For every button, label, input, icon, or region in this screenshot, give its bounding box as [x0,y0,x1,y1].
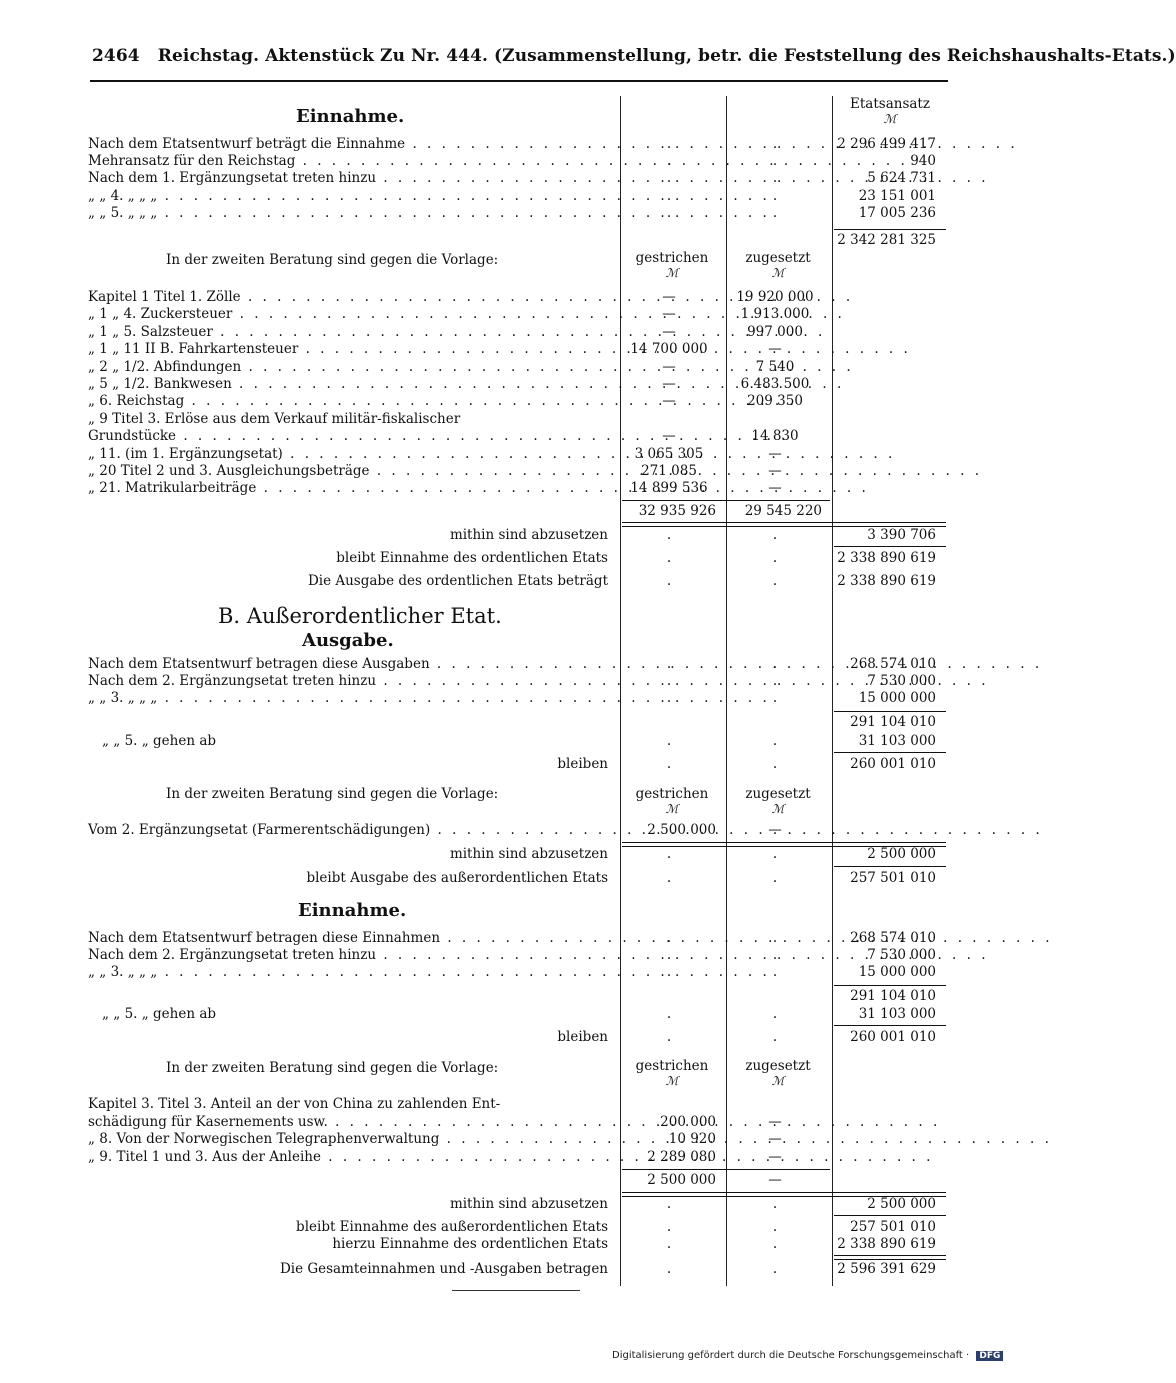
page-number: 2464 [92,46,140,66]
cell-c1: 14 700 000 [630,341,708,358]
row-label: Nach dem Etatsentwurf beträgt die Einnahme . . . [88,136,614,153]
rule [834,1025,946,1026]
cell-c1: 10 920 [668,1131,716,1148]
cell-c2: 1 913 000 [740,306,810,323]
rule [834,711,946,712]
einnahme-bleibt-row: bleibt Einnahme des außerordentlichen Etats . . 257 501 010 [296,1219,936,1235]
section-title-einnahme: Einnahme. [296,106,405,127]
column-header-zugesetzt: zugesetzt ℳ [745,250,811,280]
cell-c2: — [768,463,782,479]
rule [834,752,946,753]
row-label: Mehransatz für den Reichstag . . . [88,153,614,170]
column-header-gestrichen-2: gestrichen ℳ [635,786,709,816]
item-row [88,393,950,410]
cell-c2: — [768,341,782,358]
page-header-title: Reichstag. Aktenstück Zu Nr. 444. (Zusammenstellung, betr. die Feststellung des Reichshaushalts-Etats.) [157,46,1176,66]
cell-c1: . [666,136,672,152]
cell-c3: 15 000 000 [858,964,936,981]
double-rule [834,1255,946,1260]
item-row [88,1131,950,1148]
item-row [88,480,950,497]
cell-c1: — [662,306,676,323]
einnahme-row: Nach dem 2. Ergänzungsetat treten hinzu . . . . . 7 530 000 [88,947,950,964]
cell-c2: 209 350 [747,393,803,410]
cell-c3: 17 005 236 [858,204,936,221]
abzusetzen-row: mithin sind abzusetzen . . 3 390 706 [449,527,936,543]
cell-c2: 997 000 [747,323,803,340]
row-label: „ 1 „ 5. Salzsteuer . . . [88,324,614,341]
cell-c1: . [666,170,672,187]
header-rule [90,80,948,82]
cell-c1: . [666,153,672,170]
subtotal-rule [834,229,946,230]
column-header-zugesetzt-3: zugesetzt ℳ [745,1058,811,1088]
gesamt-row: Die Gesamteinnahmen und -Ausgaben betragen . . 2 596 391 629 [279,1261,936,1277]
cell-c1: — [662,428,676,445]
column-header-etatsansatz: Etatsansatz ℳ [850,96,930,126]
cell-c2: — [768,480,782,497]
item-row [88,341,950,358]
einnahme-row [88,136,950,153]
cell-c2: . [772,170,778,187]
cell-c2: . [772,204,778,221]
ausgabe-row: Nach dem Etatsentwurf betragen diese Ausgaben . . . . . 268 574 010 [88,656,950,673]
column-header-gestrichen: gestrichen ℳ [635,250,709,280]
einnahme-items-total-row: 2 500 000 — [647,1172,782,1188]
end-rule [452,1290,580,1291]
subsection-title-einnahme: Einnahme. [298,900,407,921]
row-label: Kapitel 1 Titel 1. Zölle . . . [88,289,614,306]
einnahme-row: „ „ 3. „ „ „ . . . . . 15 000 000 [88,964,950,981]
intro-text-3: In der zweiten Beratung sind gegen die Vorlage: [166,1060,499,1076]
cell-c3: 7 530 000 [867,947,936,964]
subtotal-row: 2 342 281 325 [837,232,936,248]
footer-text: Digitalisierung gefördert durch die Deutsche Forschungsgemeinschaft · [612,1350,970,1361]
cell-c2: . [772,136,778,152]
row-label: „ 9 Titel 3. Erlöse aus dem Verkauf militär-fiskalischer [88,410,461,427]
section-title-ausserordentlich: B. Außerordentlicher Etat. [218,604,502,628]
dfg-logo: DFG [976,1351,1003,1361]
cell-c3: 268 574 010 [850,656,936,672]
row-label: „ „ 3. „ „ „ . . . [88,964,614,981]
ausgabe-bleiben-row: bleiben . . 260 001 010 [557,756,936,772]
row-label: „ „ 5. „ „ „ . . . [88,205,614,222]
item-row [88,463,950,480]
row-label: „ 11. (im 1. Ergänzungsetat) . . . [88,446,614,463]
subsection-title-ausgabe: Ausgabe. [302,630,394,651]
cell-c2: 6 483 500 [740,376,810,392]
cell-c3: 7 530 000 [867,673,936,690]
row-label: „ 8. Von der Norwegischen Telegraphenverwaltung . . . [88,1131,614,1148]
cell-c1: 3 065 305 [634,445,704,462]
row-label: Nach dem 2. Ergänzungsetat treten hinzu . . . [88,673,614,690]
row-label: Nach dem 2. Ergänzungsetat treten hinzu . . . [88,947,614,964]
item-row [88,1114,950,1131]
bleibt-row: bleibt Einnahme des ordentlichen Etats . . 2 338 890 619 [336,550,936,566]
item-row [88,1149,950,1166]
einnahme-row [88,205,950,222]
cell-c3: 5 624 731 [867,170,936,187]
row-label: „ 5 „ 1/2. Bankwesen . . . [88,376,614,393]
cell-c1: — [662,358,676,375]
cell-c2: — [768,445,782,462]
einnahme-sum-row: 291 104 010 [850,988,936,1004]
row-label: Nach dem 1. Ergänzungsetat treten hinzu . . . [88,170,614,187]
intro-text-2: In der zweiten Beratung sind gegen die Vorlage: [166,786,499,802]
item-row [88,359,950,376]
cell-c2: 19 920 000 [736,289,814,305]
intro-text: In der zweiten Beratung sind gegen die Vorlage: [166,252,499,268]
cell-c2: 14 830 [751,428,799,445]
cell-c3: 940 [910,153,936,170]
row-label: „ 21. Matrikularbeiträge . . . [88,480,614,497]
einnahme-bleiben-row: bleiben . . 260 001 010 [557,1029,936,1045]
rule [834,546,946,547]
item-row [88,324,950,341]
row-label: Nach dem Etatsentwurf betragen diese Einnahmen . . . [88,930,614,947]
ausgabe-ab-row: „ „ 5. „ gehen ab . . 31 103 000 [102,733,936,749]
cell-c1: — [662,393,676,410]
row-label: Grundstücke . . . [88,428,614,445]
row-label: „ 9. Titel 1 und 3. Aus der Anleihe . . . [88,1149,614,1166]
item-row [88,428,950,445]
row-label: „ 1 „ 4. Zuckersteuer . . . [88,306,614,323]
cell-c2: 7 540 [755,358,795,375]
items-total-rule [622,500,830,501]
cell-c1: — [662,323,676,340]
rule [834,866,946,867]
ausgabe-item-row: Vom 2. Ergänzungsetat (Farmerentschädigungen) . . . 2 500 000 — [88,822,950,839]
rule [834,1215,946,1216]
row-label: „ 6. Reichstag . . . [88,393,614,410]
item-row [88,289,950,306]
cell-c1: 271 085 [641,463,697,479]
cell-c2: — [768,1113,782,1130]
einnahme-ab-row: „ „ 5. „ gehen ab . . 31 103 000 [102,1006,936,1022]
item-row [88,446,950,463]
row-label: „ 1 „ 11 II B. Fahrkartensteuer . . . [88,341,614,358]
cell-c1: . [666,187,672,204]
item-row [88,306,950,323]
hierzu-row: hierzu Einnahme des ordentlichen Etats . . 2 338 890 619 [332,1236,936,1252]
einnahme-row: Nach dem Etatsentwurf betragen diese Einnahmen . . . . . 268 574 010 [88,930,950,947]
row-label: „ 20 Titel 2 und 3. Ausgleichungsbeträge . . . [88,463,614,480]
footer [612,1350,1003,1361]
row-label: „ „ 4. „ „ „ . . . [88,188,614,205]
ausgabe-row: Die Ausgabe des ordentlichen Etats beträgt . . 2 338 890 619 [307,573,936,589]
row-label: schädigung für Kasernements usw. . . . [88,1114,614,1131]
row-label: „ „ 3. „ „ „ . . . [88,690,614,707]
cell-c2: . [772,153,778,170]
column-header-gestrichen-3: gestrichen ℳ [635,1058,709,1088]
einnahme-row [88,170,950,187]
cell-c2: — [768,1148,782,1165]
ausgabe-sum-row: 291 104 010 [850,714,936,730]
cell-c2: — [768,1131,782,1148]
cell-c1: 14 899 536 [630,480,708,497]
cell-c3: 23 151 001 [858,187,936,204]
cell-c3: 2 296 499 417 [837,136,936,152]
item-row [88,1096,950,1113]
row-label: Kapitel 3. Titel 3. Anteil an der von China zu zahlenden Ent- [88,1096,501,1112]
ausgabe-row: „ „ 3. „ „ „ . . . . . 15 000 000 [88,690,950,707]
items-total-rule-2 [622,1169,830,1170]
ausgabe-bleibt-row: bleibt Ausgabe des außerordentlichen Etats . . 257 501 010 [306,870,936,886]
cell-c1: — [662,376,676,392]
cell-c2: . [772,187,778,204]
page-header [92,46,1176,76]
einnahme-row [88,153,950,170]
cell-c3: 268 574 010 [850,930,936,946]
cell-c1: 2 289 080 [647,1148,716,1165]
items-total-row: 32 935 926 29 545 220 [638,503,822,519]
cell-c1: 200 000 [660,1113,716,1130]
rule [834,985,946,986]
cell-c1: . [666,204,672,221]
ausgabe-abzusetzen-row: mithin sind abzusetzen . . 2 500 000 [449,846,936,862]
row-label: „ 2 „ 1/2. Abfindungen . . . [88,359,614,376]
einnahme-row [88,188,950,205]
ausgabe-row: Nach dem 2. Ergänzungsetat treten hinzu . . . . . 7 530 000 [88,673,950,690]
item-row [88,411,950,428]
einnahme-abzusetzen-row: mithin sind abzusetzen . . 2 500 000 [449,1196,936,1212]
column-header-zugesetzt-2: zugesetzt ℳ [745,786,811,816]
cell-c3: 15 000 000 [858,690,936,707]
item-row [88,376,950,393]
cell-c1: — [662,289,676,305]
row-label: Nach dem Etatsentwurf betragen diese Ausgaben . . . [88,656,614,673]
